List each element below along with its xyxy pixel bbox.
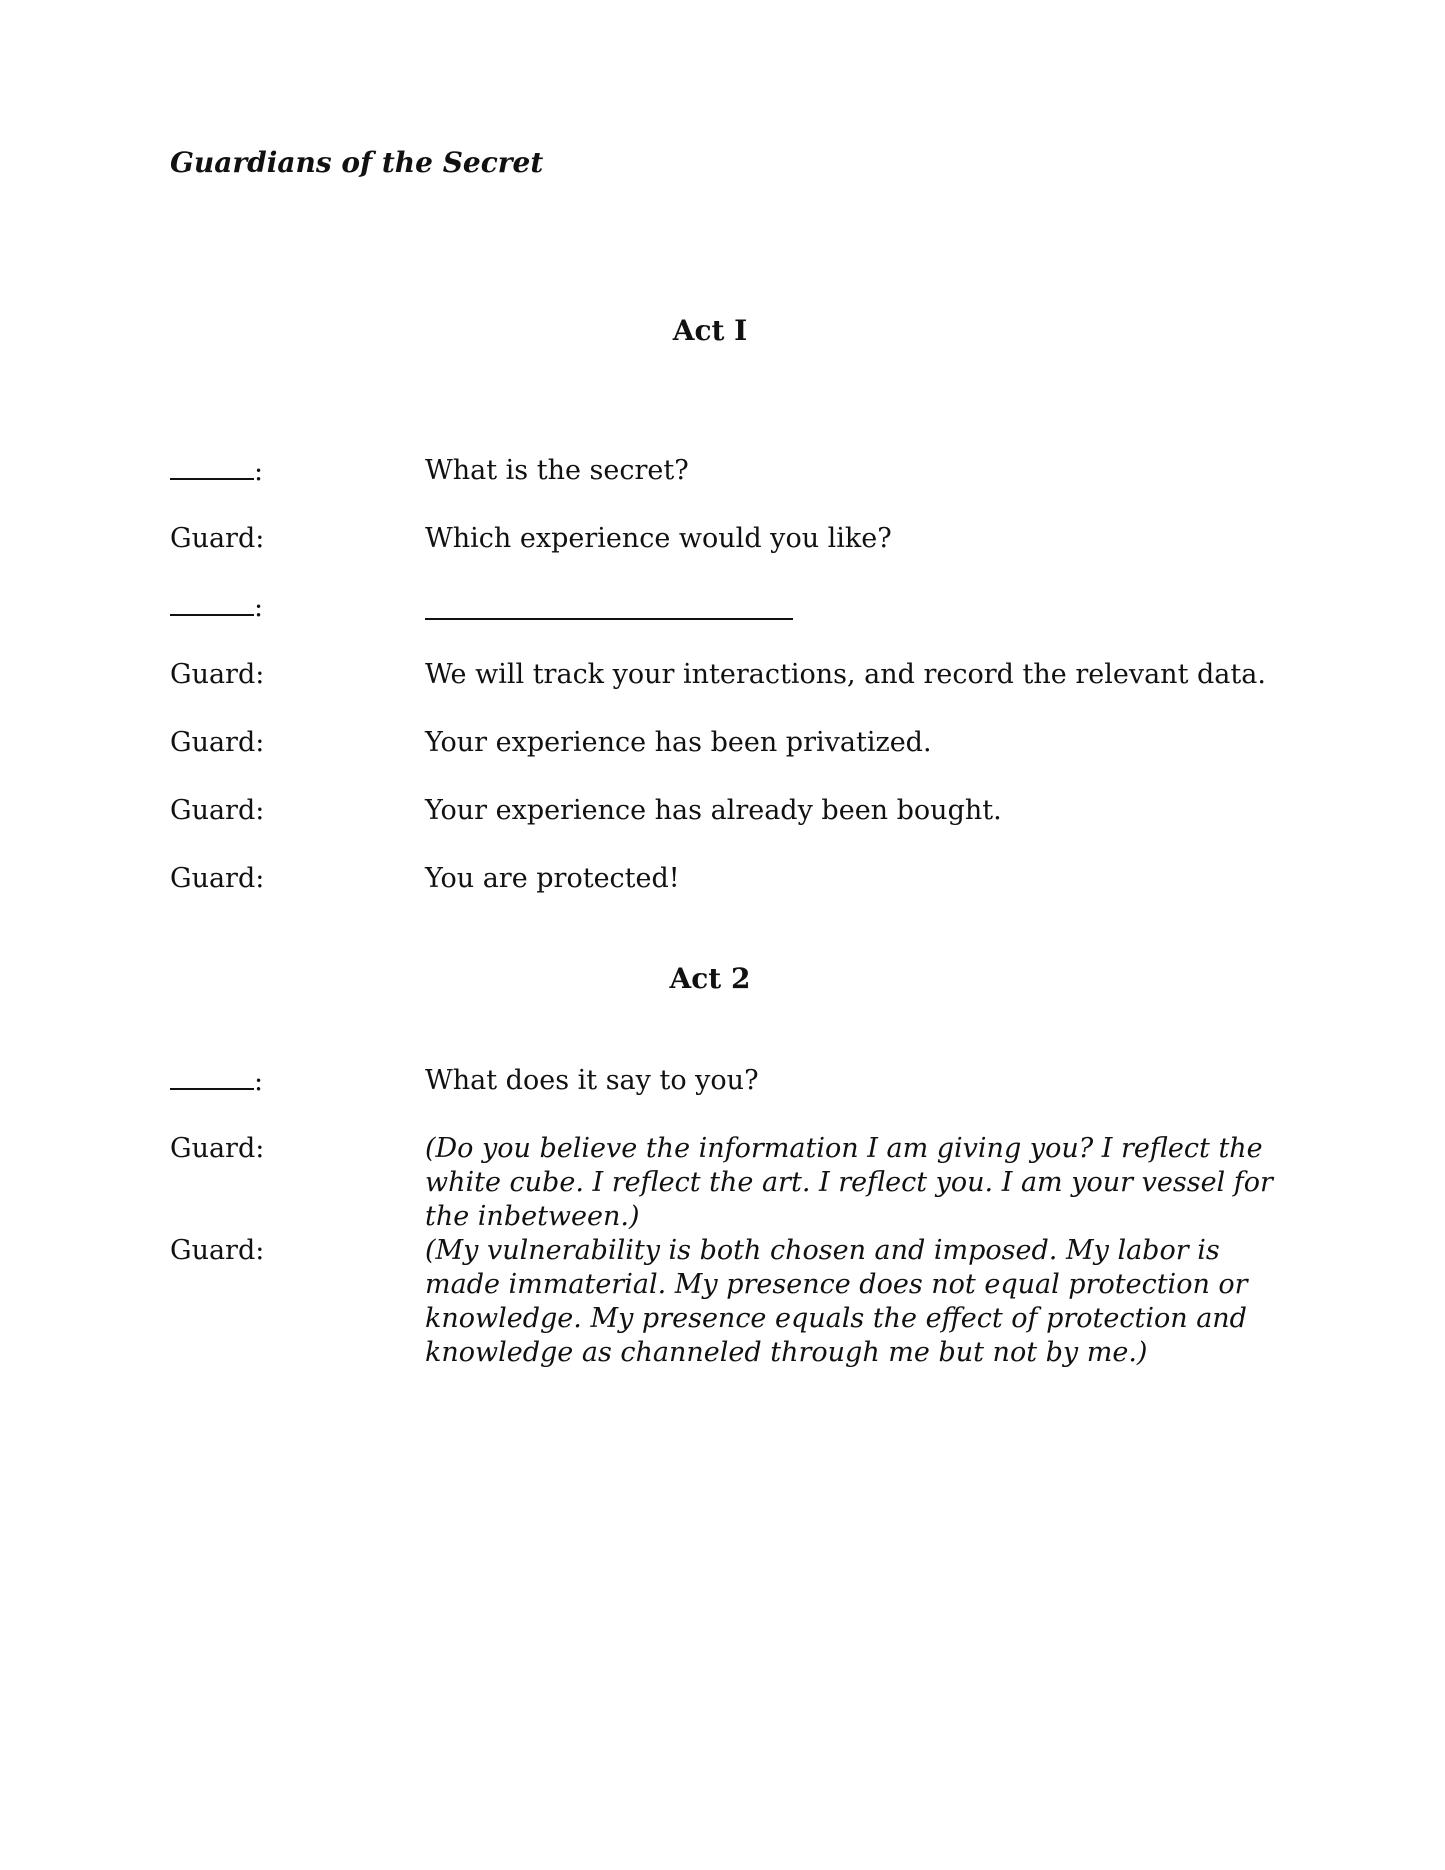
blank-name-line	[170, 454, 254, 480]
dialogue-line: Which experience would you like?	[425, 523, 892, 554]
speaker-blank: :	[170, 1064, 263, 1099]
document-title: Guardians of the Secret	[170, 146, 544, 179]
dialogue-line: What is the secret?	[425, 455, 689, 486]
stage-direction: (My vulnerability is both chosen and imposed. My labor is made immaterial. My presence does not equal protection or knowledge. My presence equals the effect of protection and knowledge as channeled through me but not by me.)	[425, 1235, 1248, 1368]
dialogue-line: What does it say to you?	[425, 1065, 759, 1096]
stage-direction: (Do you believe the information I am giving you? I reflect the white cube. I reflect the art. I reflect you. I am your vessel for the inbetween.)	[425, 1133, 1273, 1232]
blank-name-line	[170, 590, 254, 616]
dialogue-line: Your experience has already been bought.	[425, 795, 1002, 826]
speaker-guard: Guard:	[170, 863, 265, 894]
speaker-guard: Guard:	[170, 659, 265, 690]
act-1-heading: Act I	[672, 314, 748, 347]
blank-name-line	[170, 1064, 254, 1090]
act-2-heading: Act 2	[669, 962, 751, 995]
speaker-guard: Guard:	[170, 1235, 265, 1266]
dialogue-line: We will track your interactions, and record the relevant data.	[425, 659, 1266, 690]
speaker-guard: Guard:	[170, 1133, 265, 1164]
dialogue-line: You are protected!	[425, 863, 680, 894]
speaker-blank: :	[170, 590, 263, 625]
speaker-guard: Guard:	[170, 795, 265, 826]
speaker-guard: Guard:	[170, 523, 265, 554]
blank-answer-line	[425, 616, 793, 620]
speaker-blank: :	[170, 454, 263, 489]
speaker-guard: Guard:	[170, 727, 265, 758]
dialogue-line: Your experience has been privatized.	[425, 727, 932, 758]
